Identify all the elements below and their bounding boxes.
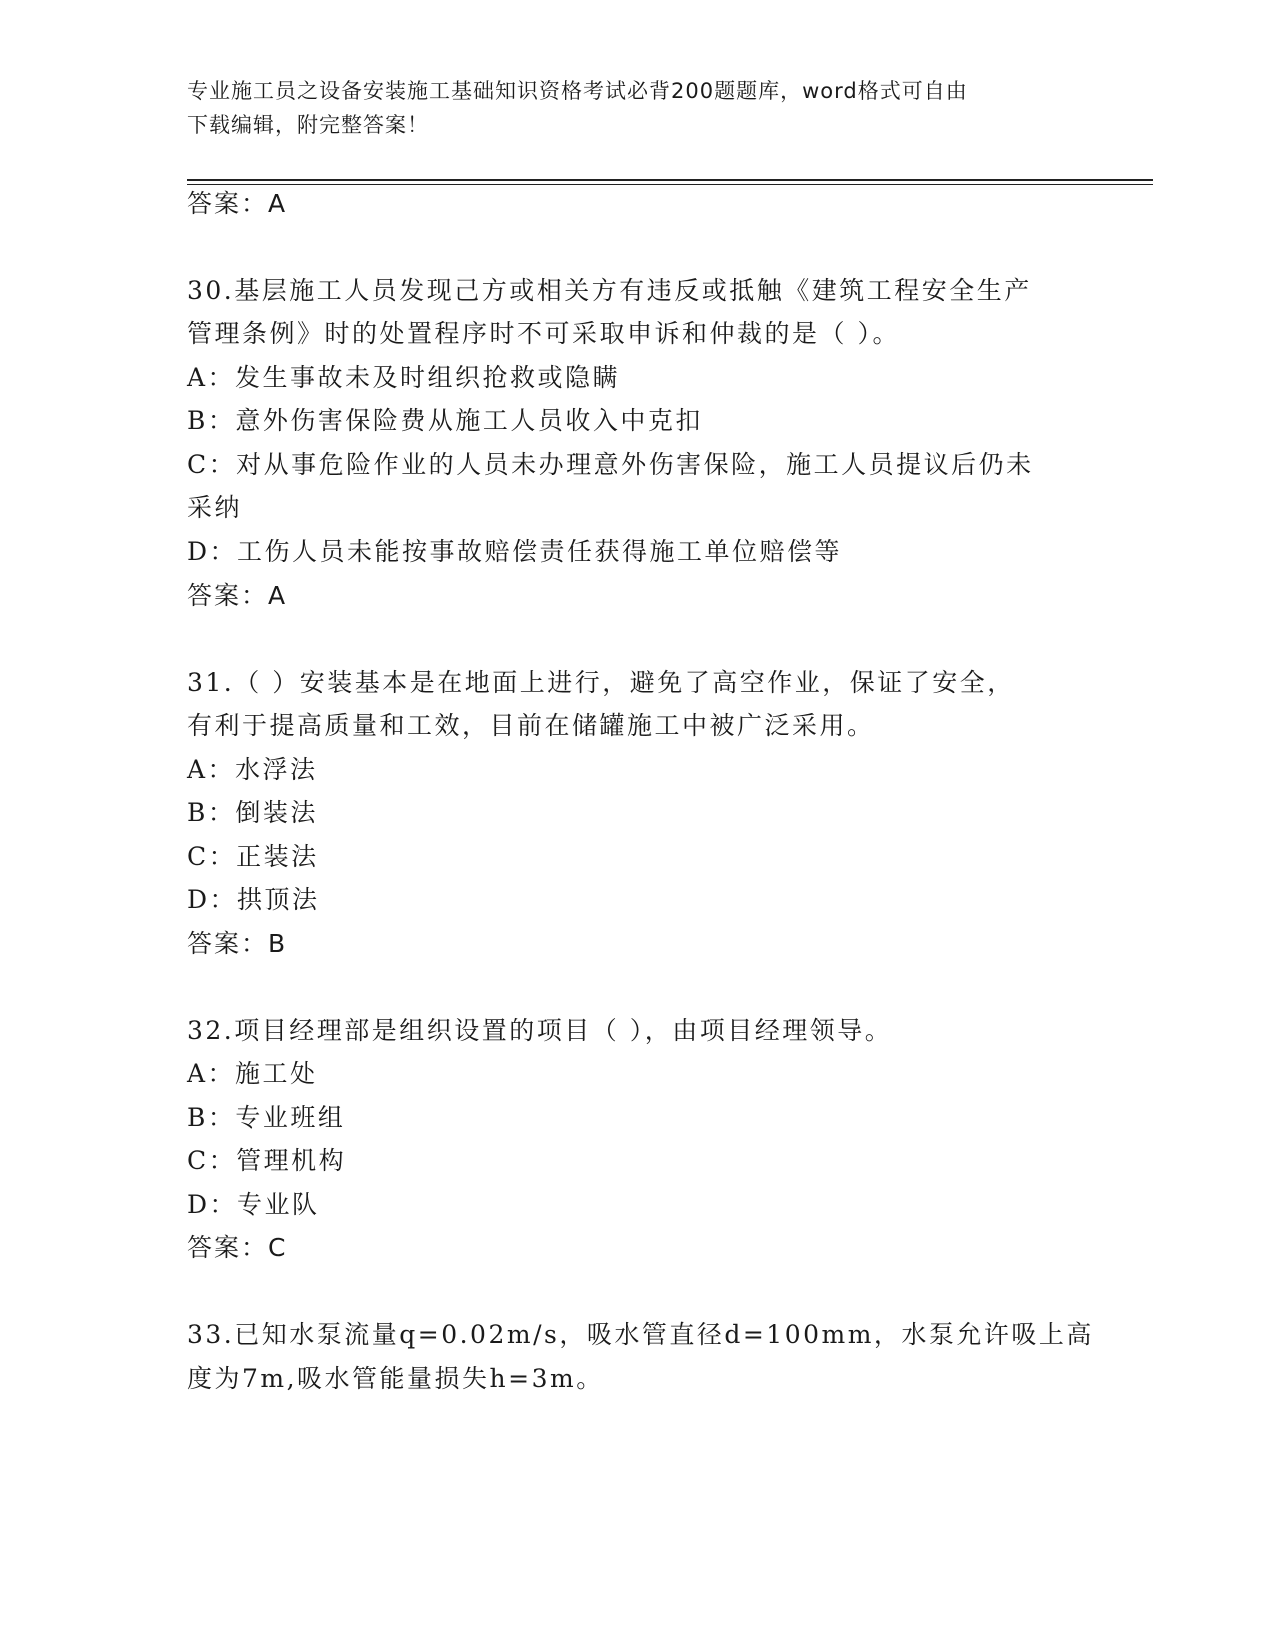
q30-option-c-line-2: 采纳 — [187, 493, 243, 522]
q32-option-d: D：专业队 — [187, 1190, 320, 1219]
q33-stem-line-1: 33.已知水泵流量q=0.02m/s，吸水管直径d=100mm，水泵允许吸上高 — [187, 1320, 1094, 1349]
header-line-2: 下载编辑，附完整答案！ — [187, 113, 429, 137]
q30-stem-line-2: 管理条例》时的处置程序时不可采取申诉和仲裁的是（ ）。 — [187, 319, 900, 348]
previous-answer: 答案：A — [187, 189, 288, 218]
q31-answer: 答案：B — [187, 929, 288, 958]
q31-option-a: A：水浮法 — [187, 755, 318, 784]
q30-stem-line-1: 30.基层施工人员发现己方或相关方有违反或抵触《建筑工程安全生产 — [187, 276, 1032, 305]
q30-option-a: A：发生事故未及时组织抢救或隐瞒 — [187, 363, 621, 392]
q32-option-a: A：施工处 — [187, 1059, 318, 1088]
header-divider-thick — [187, 179, 1153, 181]
q32-answer: 答案：C — [187, 1233, 288, 1262]
q32-stem: 32.项目经理部是组织设置的项目（ ），由项目经理领导。 — [187, 1016, 893, 1045]
q31-stem-line-1: 31.（ ）安装基本是在地面上进行，避免了高空作业，保证了安全， — [187, 668, 1015, 697]
q31-stem-line-2: 有利于提高质量和工效，目前在储罐施工中被广泛采用。 — [187, 711, 875, 740]
q30-answer: 答案：A — [187, 581, 288, 610]
q32-option-c: C：管理机构 — [187, 1146, 347, 1175]
q30-option-b: B：意外伤害保险费从施工人员收入中克扣 — [187, 406, 703, 435]
q30-option-d: D：工伤人员未能按事故赔偿责任获得施工单位赔偿等 — [187, 537, 843, 566]
q32-option-b: B：专业班组 — [187, 1103, 346, 1132]
q31-option-b: B：倒装法 — [187, 798, 318, 827]
q30-option-c-line-1: C：对从事危险作业的人员未办理意外伤害保险，施工人员提议后仍未 — [187, 450, 1034, 479]
q31-option-d: D：拱顶法 — [187, 885, 320, 914]
header-line-1: 专业施工员之设备安装施工基础知识资格考试必背200题题库，word格式可自由 — [187, 79, 968, 103]
q31-option-c: C：正装法 — [187, 842, 319, 871]
q33-stem-line-2: 度为7m,吸水管能量损失h=3m。 — [187, 1364, 604, 1393]
document-header — [187, 74, 1067, 142]
header-divider-thin — [187, 184, 1153, 185]
